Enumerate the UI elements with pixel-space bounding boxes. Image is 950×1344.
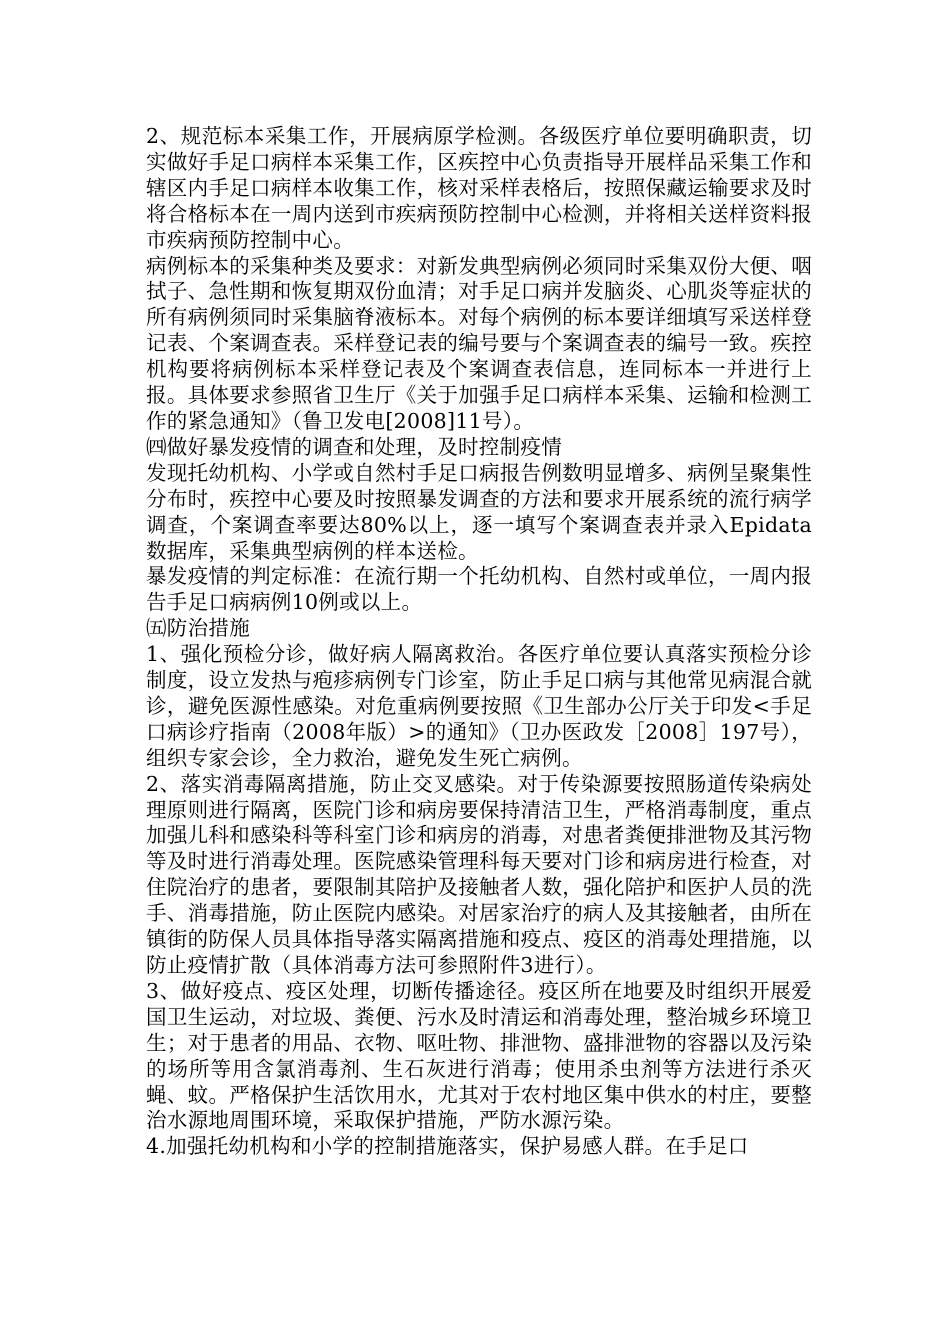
section-heading-outbreak-investigation: ㈣做好暴发疫情的调查和处理，及时控制疫情	[146, 434, 562, 459]
paragraph-kindergarten-measures: 4.加强托幼机构和小学的控制措施落实，保护易感人群。在手足口	[146, 1134, 749, 1159]
paragraph-specimen-requirements: 病例标本的采集种类及要求：对新发典型病例必须同时采集双份大便、咽拭子、急性期和恢复期双份血清；对手足口病并发脑炎、心肌炎等症状的所有病例须同时采集脑脊液标本。对每个病例的标本要详细填写采送样登记表、个案调查表。采样登记表的编号要与个案调查表的编号一致。疾控机构要将病例标本采样登记表及个案调查表信息，连同标本一并进行上报。具体要求参照省卫生厅《关于加强手足口病样本采集、运输和检测工作的紧急通知》（鲁卫发电[2008]11号）。	[146, 253, 812, 433]
paragraph-epidemic-area: 3、做好疫点、疫区处理，切断传播途径。疫区所在地要及时组织开展爱国卫生运动，对垃圾、粪便、污水及时清运和消毒处理，整治城乡环境卫生；对于患者的用品、衣物、呕吐物、排泄物、盛排泄物的容器以及污染的场所等用含氯消毒剂、生石灰进行消毒；使用杀虫剂等方法进行杀灭蝇、蚊。严格保护生活饮用水，尤其对于农村地区集中供水的村庄，要整治水源地周围环境，采取保护措施，严防水源污染。	[146, 978, 812, 1133]
paragraph-outbreak-criteria: 暴发疫情的判定标准：在流行期一个托幼机构、自然村或单位，一周内报告手足口病病例10例或以上。	[146, 564, 812, 615]
section-heading-prevention-measures: ㈤防治措施	[146, 616, 250, 641]
paragraph-outbreak-investigation: 发现托幼机构、小学或自然村手足口病报告例数明显增多、病例呈聚集性分布时，疾控中心要及时按照暴发调查的方法和要求开展系统的流行病学调查，个案调查率要达80%以上，逐一填写个案调查表并录入Epidata数据库，采集典型病例的样本送检。	[146, 460, 812, 563]
paragraph-sample-collection: 2、规范标本采集工作，开展病原学检测。各级医疗单位要明确职责，切实做好手足口病样本采集工作，区疾控中心负责指导开展样品采集工作和辖区内手足口病样本收集工作，核对采样表格后，按照保藏运输要求及时将合格标本在一周内送到市疾病预防控制中心检测，并将相关送样资料报市疾病预防控制中心。	[146, 124, 812, 252]
paragraph-triage-isolation: 1、强化预检分诊，做好病人隔离救治。各医疗单位要认真落实预检分诊制度，设立发热与疱疹病例专门诊室，防止手足口病与其他常见病混合就诊，避免医源性感染。对危重病例要按照《卫生部办公厅关于印发<手足口病诊疗指南（2008年版）>的通知》（卫办医政发［2008］197号），组织专家会诊，全力救治，避免发生死亡病例。	[146, 642, 812, 770]
paragraph-disinfection: 2、落实消毒隔离措施，防止交叉感染。对于传染源要按照肠道传染病处理原则进行隔离，医院门诊和病房要保持清洁卫生，严格消毒制度，重点加强儿科和感染科等科室门诊和病房的消毒，对患者粪便排泄物及其污物等及时进行消毒处理。医院感染管理科每天要对门诊和病房进行检查，对住院治疗的患者，要限制其陪护及接触者人数，强化陪护和医护人员的洗手、消毒措施，防止医院内感染。对居家治疗的病人及其接触者，由所在镇街的防保人员具体指导落实隔离措施和疫点、疫区的消毒处理措施，以防止疫情扩散（具体消毒方法可参照附件3进行）。	[146, 771, 812, 977]
document-page	[146, 124, 812, 1160]
